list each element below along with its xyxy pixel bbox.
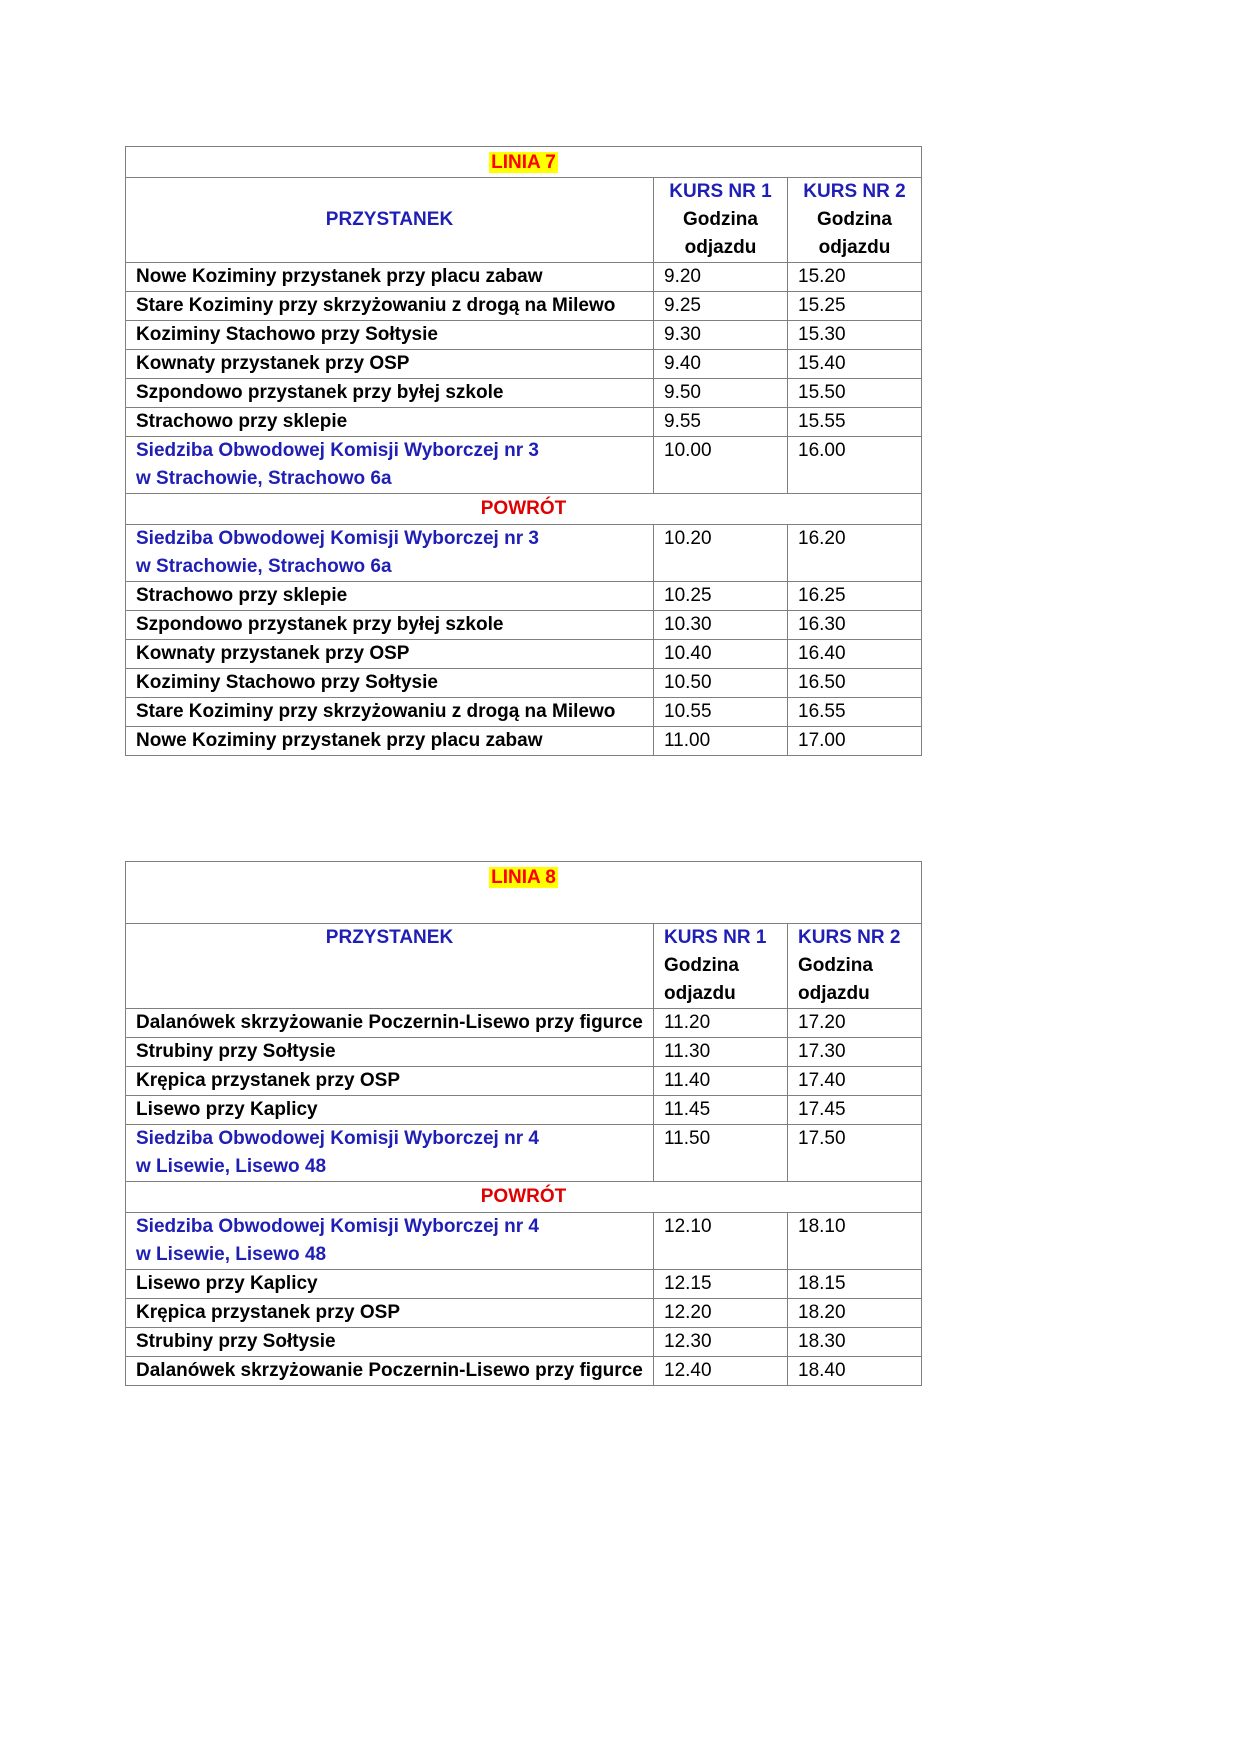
table-row bbox=[126, 611, 922, 640]
table-row bbox=[126, 1299, 922, 1328]
time-course-2: 16.30 bbox=[788, 611, 922, 640]
time-course-2: 18.15 bbox=[788, 1270, 922, 1299]
stop-line-2: w Lisewie, Lisewo 48 bbox=[136, 1244, 327, 1265]
header-course-1 bbox=[654, 178, 788, 263]
stop-name: Stare Koziminy przy skrzyżowaniu z drogą na Milewo bbox=[126, 698, 654, 727]
time-course-2: 16.20 bbox=[788, 525, 922, 582]
time-course-1: 10.20 bbox=[654, 525, 788, 582]
table-row bbox=[126, 640, 922, 669]
stop-name-commission bbox=[126, 525, 654, 582]
time-course-2: 15.40 bbox=[788, 350, 922, 379]
stop-name: Krępica przystanek przy OSP bbox=[126, 1067, 654, 1096]
time-course-2: 18.30 bbox=[788, 1328, 922, 1357]
stop-name: Koziminy Stachowo przy Sołtysie bbox=[126, 669, 654, 698]
time-course-1: 11.50 bbox=[654, 1125, 788, 1182]
course-1-sub-2: odjazdu bbox=[684, 237, 757, 258]
time-course-2: 16.40 bbox=[788, 640, 922, 669]
course-2-label: KURS NR 2 bbox=[803, 181, 906, 202]
stop-name: Nowe Koziminy przystanek przy placu zabaw bbox=[126, 727, 654, 756]
course-1-label: KURS NR 1 bbox=[669, 181, 772, 202]
time-course-2: 15.30 bbox=[788, 321, 922, 350]
table-row bbox=[126, 263, 922, 292]
time-course-1: 11.45 bbox=[654, 1096, 788, 1125]
table-row bbox=[126, 1009, 922, 1038]
time-course-2: 16.50 bbox=[788, 669, 922, 698]
time-course-2: 17.50 bbox=[788, 1125, 922, 1182]
time-course-2: 17.00 bbox=[788, 727, 922, 756]
stop-name: Koziminy Stachowo przy Sołtysie bbox=[126, 321, 654, 350]
course-1-sub-2: odjazdu bbox=[664, 983, 736, 1004]
stop-line-1: Siedziba Obwodowej Komisji Wyborczej nr 4 bbox=[136, 1216, 539, 1237]
time-course-1: 9.30 bbox=[654, 321, 788, 350]
time-course-2: 17.30 bbox=[788, 1038, 922, 1067]
table-title-cell bbox=[126, 862, 922, 924]
time-course-1: 9.20 bbox=[654, 263, 788, 292]
time-course-1: 10.50 bbox=[654, 669, 788, 698]
return-label: POWRÓT bbox=[126, 494, 922, 525]
stop-name-commission bbox=[126, 1125, 654, 1182]
header-course-1 bbox=[654, 924, 788, 1009]
time-course-1: 12.20 bbox=[654, 1299, 788, 1328]
time-course-2: 18.40 bbox=[788, 1357, 922, 1386]
course-1-sub-1: Godzina bbox=[683, 209, 758, 230]
table-row bbox=[126, 1096, 922, 1125]
stop-line-1: Siedziba Obwodowej Komisji Wyborczej nr 3 bbox=[136, 528, 539, 549]
course-2-sub-1: Godzina bbox=[798, 955, 873, 976]
timetable-line-8 bbox=[125, 861, 922, 1386]
time-course-2: 17.40 bbox=[788, 1067, 922, 1096]
table-row bbox=[126, 669, 922, 698]
table-row bbox=[126, 1038, 922, 1067]
header-stop: PRZYSTANEK bbox=[126, 178, 654, 263]
time-course-1: 10.00 bbox=[654, 437, 788, 494]
time-course-2: 17.20 bbox=[788, 1009, 922, 1038]
table-row bbox=[126, 379, 922, 408]
stop-line-2: w Strachowie, Strachowo 6a bbox=[136, 556, 392, 577]
time-course-1: 12.30 bbox=[654, 1328, 788, 1357]
table-title-cell bbox=[126, 147, 922, 178]
course-2-label: KURS NR 2 bbox=[798, 927, 901, 948]
return-label: POWRÓT bbox=[126, 1182, 922, 1213]
table-row bbox=[126, 1213, 922, 1270]
time-course-1: 9.25 bbox=[654, 292, 788, 321]
time-course-1: 12.10 bbox=[654, 1213, 788, 1270]
table-row bbox=[126, 437, 922, 494]
table-row bbox=[126, 292, 922, 321]
header-stop: PRZYSTANEK bbox=[126, 924, 654, 1009]
time-course-1: 11.20 bbox=[654, 1009, 788, 1038]
time-course-2: 16.00 bbox=[788, 437, 922, 494]
time-course-2: 18.20 bbox=[788, 1299, 922, 1328]
header-course-2 bbox=[788, 924, 922, 1009]
stop-name-commission bbox=[126, 437, 654, 494]
time-course-1: 9.40 bbox=[654, 350, 788, 379]
stop-line-1: Siedziba Obwodowej Komisji Wyborczej nr 4 bbox=[136, 1128, 539, 1149]
time-course-1: 10.40 bbox=[654, 640, 788, 669]
time-course-2: 18.10 bbox=[788, 1213, 922, 1270]
course-2-sub-2: odjazdu bbox=[798, 983, 870, 1004]
header-course-2 bbox=[788, 178, 922, 263]
table-row bbox=[126, 1357, 922, 1386]
time-course-2: 15.50 bbox=[788, 379, 922, 408]
course-2-sub-2: odjazdu bbox=[818, 237, 891, 258]
stop-line-1: Siedziba Obwodowej Komisji Wyborczej nr 3 bbox=[136, 440, 539, 461]
time-course-1: 10.30 bbox=[654, 611, 788, 640]
table-row bbox=[126, 1125, 922, 1182]
table-row bbox=[126, 1328, 922, 1357]
table-row bbox=[126, 1067, 922, 1096]
time-course-2: 15.25 bbox=[788, 292, 922, 321]
stop-name: Strubiny przy Sołtysie bbox=[126, 1328, 654, 1357]
stop-name: Stare Koziminy przy skrzyżowaniu z drogą na Milewo bbox=[126, 292, 654, 321]
table-row bbox=[126, 525, 922, 582]
timetable-line-7 bbox=[125, 146, 922, 756]
time-course-2: 16.25 bbox=[788, 582, 922, 611]
stop-name: Lisewo przy Kaplicy bbox=[126, 1096, 654, 1125]
stop-name-commission bbox=[126, 1213, 654, 1270]
table-row bbox=[126, 321, 922, 350]
stop-name: Szpondowo przystanek przy byłej szkole bbox=[126, 611, 654, 640]
table-row bbox=[126, 727, 922, 756]
table-row bbox=[126, 408, 922, 437]
line-title: LINIA 7 bbox=[491, 152, 556, 173]
stop-name: Kownaty przystanek przy OSP bbox=[126, 640, 654, 669]
table-row bbox=[126, 698, 922, 727]
time-course-1: 11.40 bbox=[654, 1067, 788, 1096]
stop-name: Krępica przystanek przy OSP bbox=[126, 1299, 654, 1328]
time-course-1: 10.55 bbox=[654, 698, 788, 727]
course-1-label: KURS NR 1 bbox=[664, 927, 767, 948]
time-course-1: 11.00 bbox=[654, 727, 788, 756]
stop-name: Strachowo przy sklepie bbox=[126, 582, 654, 611]
stop-name: Dalanówek skrzyżowanie Poczernin-Lisewo przy figurce bbox=[126, 1357, 654, 1386]
course-2-sub-1: Godzina bbox=[817, 209, 892, 230]
course-1-sub-1: Godzina bbox=[664, 955, 739, 976]
time-course-1: 12.40 bbox=[654, 1357, 788, 1386]
stop-line-2: w Lisewie, Lisewo 48 bbox=[136, 1156, 327, 1177]
stop-name: Szpondowo przystanek przy byłej szkole bbox=[126, 379, 654, 408]
stop-name: Kownaty przystanek przy OSP bbox=[126, 350, 654, 379]
table-row bbox=[126, 350, 922, 379]
line-title: LINIA 8 bbox=[491, 867, 556, 888]
time-course-2: 15.55 bbox=[788, 408, 922, 437]
table-row bbox=[126, 582, 922, 611]
time-course-1: 12.15 bbox=[654, 1270, 788, 1299]
stop-line-2: w Strachowie, Strachowo 6a bbox=[136, 468, 392, 489]
time-course-1: 9.50 bbox=[654, 379, 788, 408]
time-course-1: 11.30 bbox=[654, 1038, 788, 1067]
stop-name: Dalanówek skrzyżowanie Poczernin-Lisewo przy figurce bbox=[126, 1009, 654, 1038]
time-course-2: 15.20 bbox=[788, 263, 922, 292]
stop-name: Strubiny przy Sołtysie bbox=[126, 1038, 654, 1067]
stop-name: Strachowo przy sklepie bbox=[126, 408, 654, 437]
time-course-2: 17.45 bbox=[788, 1096, 922, 1125]
stop-name: Nowe Koziminy przystanek przy placu zabaw bbox=[126, 263, 654, 292]
time-course-1: 10.25 bbox=[654, 582, 788, 611]
time-course-2: 16.55 bbox=[788, 698, 922, 727]
table-row bbox=[126, 1270, 922, 1299]
stop-name: Lisewo przy Kaplicy bbox=[126, 1270, 654, 1299]
time-course-1: 9.55 bbox=[654, 408, 788, 437]
